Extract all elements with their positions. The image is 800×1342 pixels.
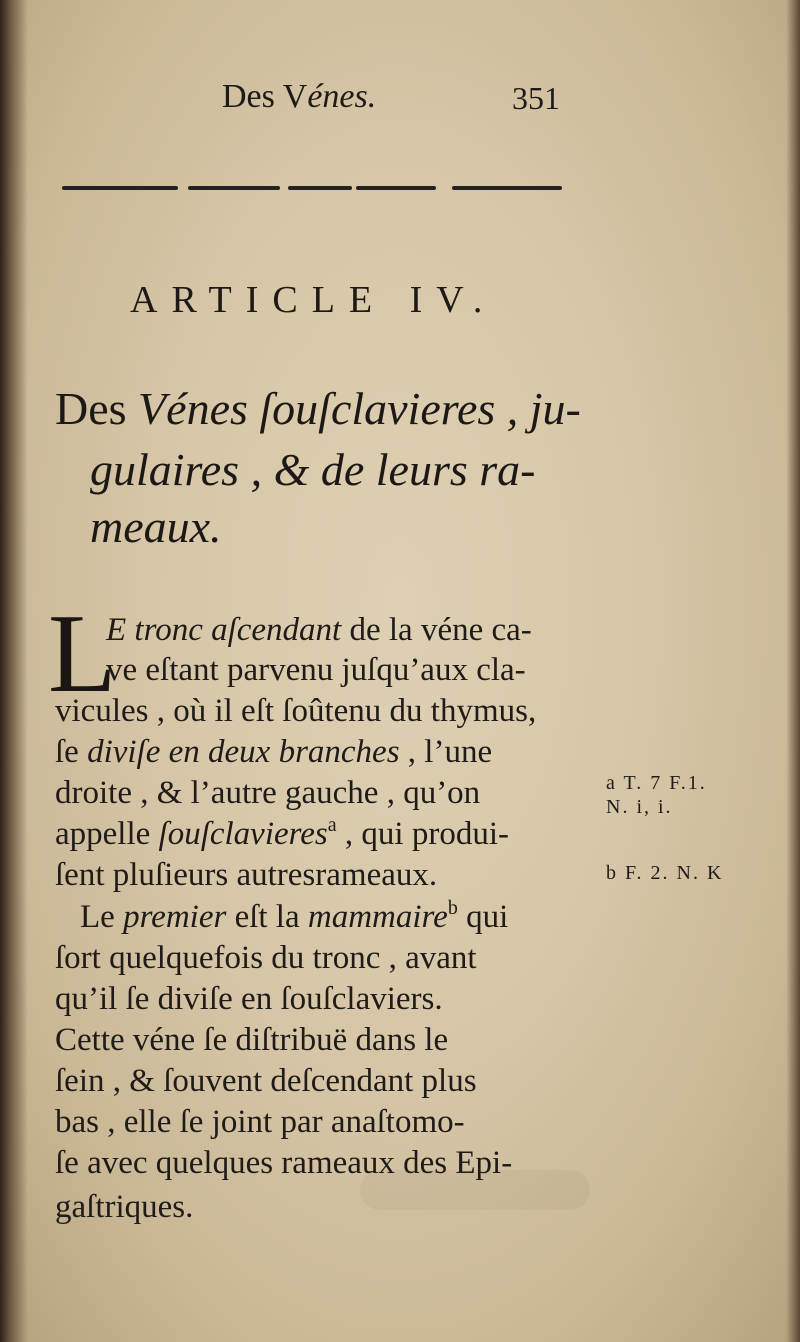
body-line: qu’il ſe diviſe en ſouſclaviers. [55, 981, 443, 1017]
article-heading: ARTICLE IV. [130, 279, 497, 321]
margin-note-b: b F. 2. N. K [606, 862, 724, 884]
body-line: ſein , & ſouvent deſcendant plus [55, 1063, 477, 1099]
running-head-prefix: Des V [222, 78, 308, 115]
footnote-marker: b [447, 897, 458, 919]
running-head-rest: énes. [307, 78, 377, 115]
body-line: vicules , où il eſt ſoûtenu du thymus, [55, 693, 537, 729]
page-edge-shadow [786, 0, 800, 1342]
running-head [222, 78, 376, 116]
text-run: eſt la [226, 899, 308, 935]
rule-segment [188, 186, 280, 190]
body-line: ſort quelquefois du tronc , avant [55, 940, 477, 976]
text-run: , qui produi- [336, 816, 509, 852]
title-line-1 [55, 382, 581, 435]
body-line: droite , & l’autre gauche , qu’on [55, 775, 481, 811]
body-line: bas , elle ſe joint par anaſtomo- [55, 1104, 465, 1140]
title-italic: Vénes ſouſclavieres , ju- [126, 383, 581, 434]
body-line: gaſtriques. [55, 1189, 194, 1225]
text-run: qui [457, 899, 509, 935]
rule-segment [288, 186, 352, 190]
body-line [106, 612, 651, 649]
italic-term: mammaire [307, 899, 448, 935]
italic-term: diviſe en deux branches [87, 734, 400, 770]
body-line: ſent pluſieurs autresrameaux. [55, 857, 438, 893]
page-number: 351 [512, 80, 560, 116]
body-line [55, 734, 600, 771]
text-run: Le [80, 899, 124, 935]
body-line: ſe avec quelques rameaux des Epi- [55, 1145, 513, 1181]
drop-cap: L [48, 592, 117, 716]
text-run: ſe [55, 734, 88, 770]
rule-segment [62, 186, 178, 190]
body-line [55, 816, 600, 853]
text-run: de la véne ca- [341, 612, 532, 648]
title-line-3: meaux. [90, 501, 222, 552]
body-line [80, 899, 625, 936]
italic-term: premier [123, 899, 227, 935]
title-line-2: gulaires , & de leurs ra- [90, 444, 536, 495]
italic-term: E tronc aſcendant [106, 612, 342, 648]
text-run: appelle [55, 816, 159, 852]
margin-note-a-line1: a T. 7 F.1. [606, 772, 707, 794]
italic-term: ſouſclavieres [158, 816, 328, 852]
body-line: Cette véne ſe diſtribuë dans le [55, 1022, 449, 1058]
margin-note-a-line2: N. i, i. [606, 796, 673, 818]
spine-shadow [0, 0, 28, 1342]
rule-segment [452, 186, 562, 190]
title-upright: Des [55, 383, 127, 434]
text-run: , l’une [399, 734, 493, 770]
rule-segment [356, 186, 436, 190]
body-line: ve eſtant parvenu juſqu’aux cla- [106, 652, 526, 688]
footnote-marker: a [327, 814, 337, 836]
